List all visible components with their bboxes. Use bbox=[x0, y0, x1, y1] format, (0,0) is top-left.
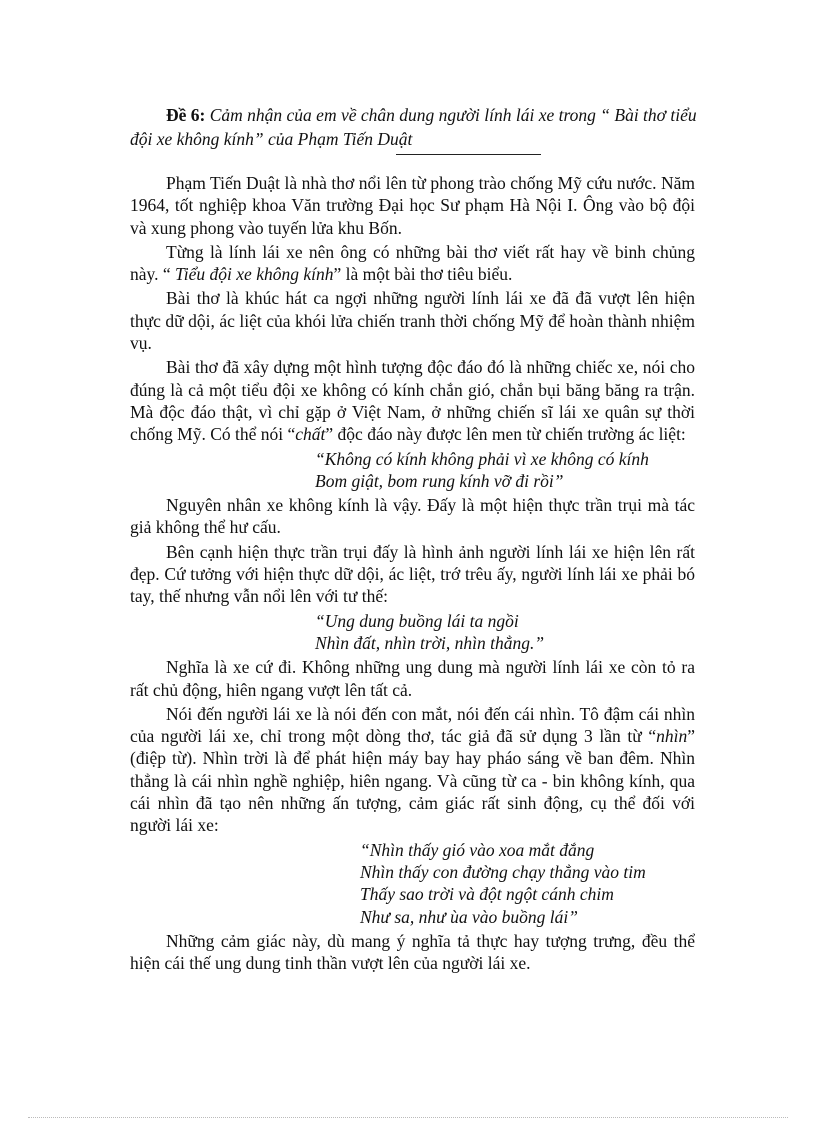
paragraph-4-italic: chất bbox=[295, 424, 326, 445]
poem-line: “Ung dung buồng lái ta ngồi bbox=[315, 610, 519, 631]
paragraph-2-before: Từng là lính lái xe nên ông có những bài thơ viết rất hay về binh chủng này. “ bbox=[130, 241, 695, 285]
paragraph-2-after: ” là một bài thơ tiêu biểu. bbox=[333, 264, 513, 285]
page-bottom-border bbox=[28, 1117, 788, 1118]
paragraph-3: Bài thơ là khúc hát ca ngợi những người lính lái xe đã đã vượt lên hiện thực dữ dội, ác liệt của khói lửa chiến tranh thời chống Mỹ để hoàn thành nhiệm vụ. bbox=[130, 288, 695, 354]
poem-quote-3 bbox=[130, 839, 695, 928]
poem-quote-2 bbox=[130, 610, 695, 655]
paragraph-8-after: ” (điệp từ). Nhìn trời là để phát hiện máy bay hay pháo sáng về ban đêm. Nhìn thẳng là cái nhìn nghề nghiệp, hiên ngang. Và cũng từ ca - bin không kính, qua cái nhìn đã tạo nên những ấn tượng, cảm giác rất sinh động, cụ thể đối với người lái xe: bbox=[130, 726, 695, 836]
poem-line: “Không có kính không phải vì xe không có kính bbox=[315, 448, 649, 469]
paragraph-8-italic: nhìn bbox=[656, 726, 688, 747]
paragraph-4 bbox=[130, 356, 695, 445]
paragraph-2 bbox=[130, 241, 695, 286]
paragraph-8-before: Nói đến người lái xe là nói đến con mắt, nói đến cái nhìn. Tô đậm cái nhìn của người lái xe, chỉ trong một dòng thơ, tác giả đã sử dụng 3 lần từ “ bbox=[130, 703, 695, 747]
poem-title-italic: Tiểu đội xe không kính bbox=[175, 264, 334, 285]
poem-quote-1 bbox=[130, 448, 695, 493]
paragraph-8 bbox=[130, 703, 695, 837]
essay-body bbox=[130, 172, 695, 976]
title-text: Cảm nhận của em về chân dung người lính lái xe trong “ Bài thơ tiểu đội xe không kính” của Phạm Tiến Duật bbox=[130, 105, 697, 149]
paragraph-7: Nghĩa là xe cứ đi. Không những ung dung mà người lính lái xe còn tỏ ra rất chủ động, hiên ngang vượt lên tất cả. bbox=[130, 657, 695, 700]
poem-line: Nhìn đất, nhìn trời, nhìn thẳng.” bbox=[315, 632, 545, 653]
poem-line: Bom giật, bom rung kính vỡ đi rồi” bbox=[315, 470, 564, 491]
poem-line: Nhìn thấy con đường chạy thẳng vào tim bbox=[360, 861, 646, 882]
essay-title bbox=[130, 103, 698, 151]
paragraph-9: Những cảm giác này, dù mang ý nghĩa tả thực hay tượng trưng, đều thể hiện cái thế ung dung tinh thần vượt lên của người lái xe. bbox=[130, 930, 695, 974]
poem-line: “Nhìn thấy gió vào xoa mắt đắng bbox=[360, 839, 595, 860]
paragraph-5: Nguyên nhân xe không kính là vậy. Đấy là một hiện thực trần trụi mà tác giả không thể hư cấu. bbox=[130, 495, 695, 538]
paragraph-6: Bên cạnh hiện thực trần trụi đấy là hình ảnh người lính lái xe hiện lên rất đẹp. Cứ tưởng với hiện thực dữ dội, ác liệt, trớ trêu ấy, người lính lái xe phải bó tay, thế nhưng vẫn nổi lên với tư thế: bbox=[130, 541, 695, 607]
poem-line: Thấy sao trời và đột ngột cánh chim bbox=[360, 884, 614, 905]
paragraph-intro: Phạm Tiến Duật là nhà thơ nổi lên từ phong trào chống Mỹ cứu nước. Năm 1964, tốt nghiệp khoa Văn trường Đại học Sư phạm Hà Nội I. Ông vào bộ đội và xung phong vào tuyến lửa khu Bốn. bbox=[130, 173, 695, 238]
poem-line: Như sa, như ùa vào buồng lái” bbox=[360, 906, 578, 927]
paragraph-4-before: Bài thơ đã xây dựng một hình tượng độc đáo đó là những chiếc xe, nói cho đúng là cả một tiểu đội xe không có kính chắn gió, chắn bụi băng băng ra trận. Mà độc đáo thật, vì chỉ gặp ở Việt Nam, ở những chiến sĩ lái xe quân sự thời chống Mỹ. Có thể nói “ bbox=[130, 357, 695, 445]
paragraph-4-after: ” độc đáo này được lên men từ chiến trường ác liệt: bbox=[325, 424, 686, 445]
title-underline-divider bbox=[396, 154, 541, 155]
title-label: Đề 6: bbox=[166, 105, 206, 125]
